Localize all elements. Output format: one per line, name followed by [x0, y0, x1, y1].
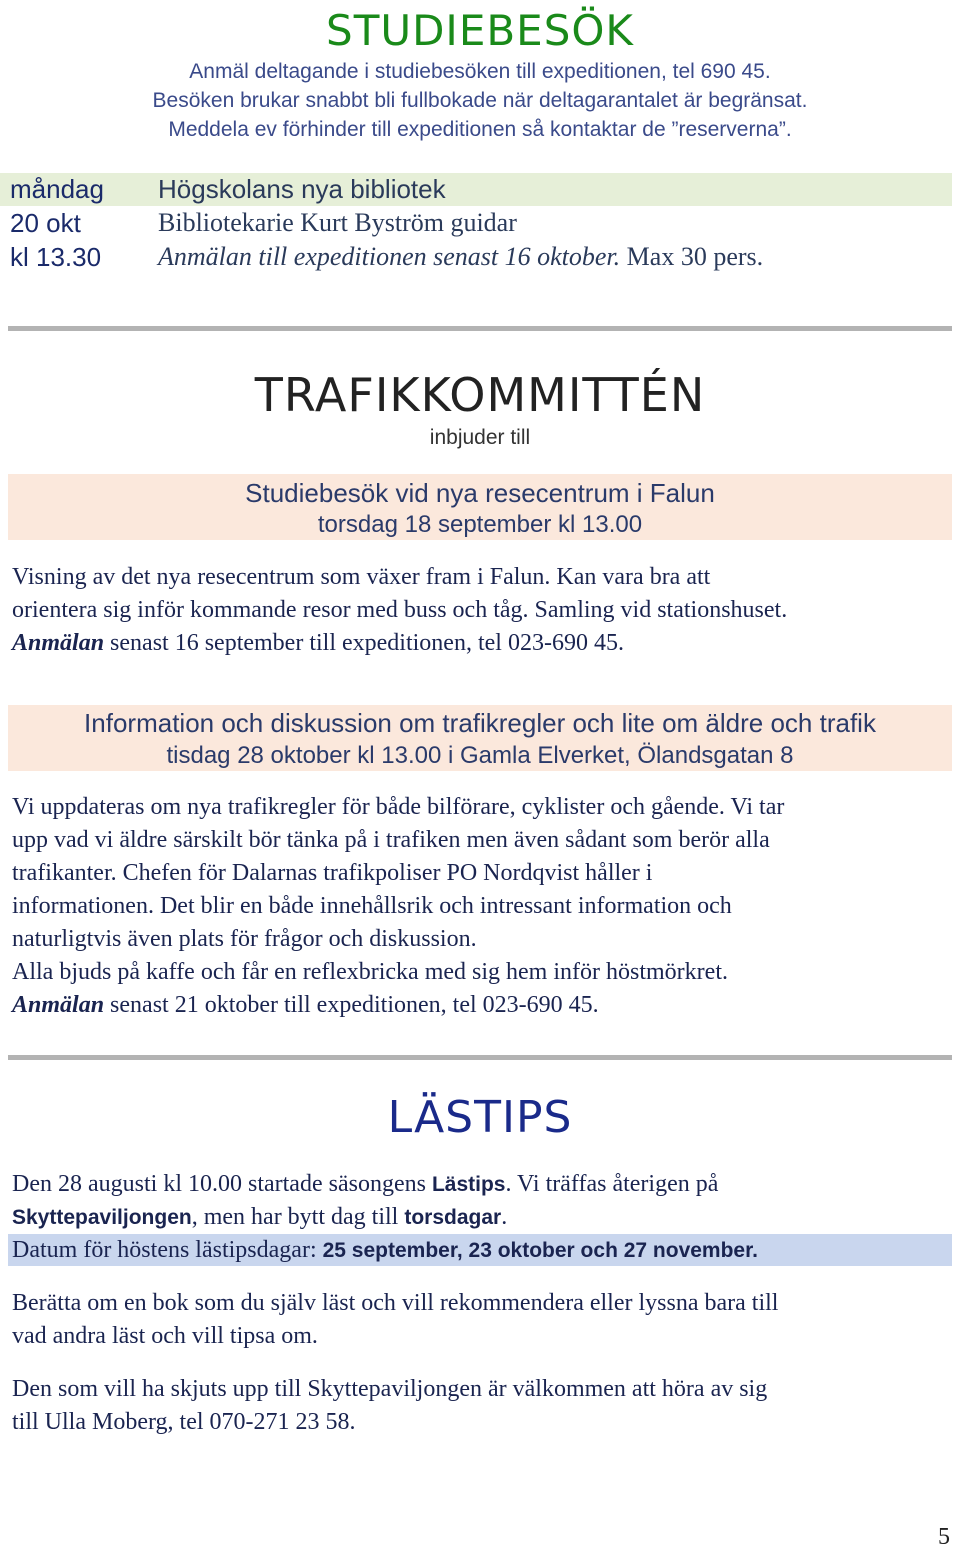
lastips-text-g: .	[501, 1204, 508, 1230]
event-day: måndag	[10, 174, 104, 204]
event2-line-2: upp vad vi äldre särskilt bör tänka på i trafiken men även sådant som berör alla	[12, 827, 770, 853]
page-number: 5	[938, 1524, 950, 1550]
event1-description	[12, 561, 942, 660]
event-time: kl 13.30	[10, 242, 102, 272]
event2-line-5: naturligtvis även plats för frågor och diskussion.	[12, 926, 477, 952]
event2-heading: Information och diskussion om trafikregler och lite om äldre och trafik	[84, 708, 876, 738]
section-divider-1	[8, 326, 952, 331]
lastips-name: Lästips	[431, 1173, 506, 1196]
event-place: Högskolans nya bibliotek	[158, 174, 446, 204]
lastips-p3-line-2: till Ulla Moberg, tel 070-271 23 58.	[12, 1409, 356, 1435]
event-row-guide	[0, 207, 952, 240]
lastips-intro	[12, 1168, 942, 1234]
event2-signup	[12, 989, 942, 1022]
event2-description	[12, 791, 942, 1022]
lastips-dates	[12, 1234, 942, 1267]
lastips-paragraph-2	[12, 1287, 942, 1353]
lastips-text-a: Den 28 augusti kl 10.00 startade säsongens	[12, 1171, 432, 1197]
intro-line-1: Anmäl deltagande i studiebesöken till expeditionen, tel 690 45.	[189, 60, 771, 83]
lastips-dates-label: Datum för höstens lästipsdagar:	[12, 1237, 323, 1263]
event1-signup-word: Anmälan	[12, 630, 105, 656]
lastips-intro-line-2	[12, 1201, 942, 1234]
intro-line-2: Besöken brukar snabbt bli fullbokade när deltagarantalet är begränsat.	[152, 89, 808, 112]
event2-line-4: informationen. Det blir en både innehållsrik och intressant information och	[12, 893, 732, 919]
event-row-signup	[0, 241, 952, 274]
event2-line-6: Alla bjuds på kaffe och får en reflexbricka med sig hem inför höstmörkret.	[12, 959, 728, 985]
lastips-dates-value: 25 september, 23 oktober och 27 november.	[322, 1239, 758, 1262]
section-subtitle-trafik: inbjuder till	[429, 426, 531, 449]
event-signup: Anmälan till expeditionen senast 16 oktober.	[158, 242, 621, 271]
lastips-day: torsdagar	[404, 1206, 502, 1229]
event-signup-text	[158, 242, 763, 272]
event2-signup-rest: senast 21 oktober till expeditionen, tel 023-690 45.	[110, 992, 599, 1018]
section-title-studiebesok: STUDIEBESÖK	[326, 6, 634, 55]
event-row-place	[0, 173, 952, 206]
event1-heading: Studiebesök vid nya resecentrum i Falun	[245, 478, 715, 508]
section-title-lastips: LÄSTIPS	[387, 1092, 573, 1143]
event-date: 20 okt	[10, 208, 81, 238]
event-max: Max 30 pers.	[626, 242, 764, 271]
lastips-p2-line-2: vad andra läst och vill tipsa om.	[12, 1323, 318, 1349]
event-guide: Bibliotekarie Kurt Byström guidar	[158, 208, 517, 237]
lastips-text-e: , men har bytt dag till	[191, 1204, 405, 1230]
section-title-trafik: TRAFIKKOMMITTÉN	[254, 368, 706, 422]
lastips-intro-line-1	[12, 1168, 942, 1201]
event2-when: tisdag 28 oktober kl 13.00 i Gamla Elverket, Ölandsgatan 8	[166, 742, 794, 769]
lastips-venue: Skyttepaviljongen	[12, 1206, 192, 1229]
event2-line-1: Vi uppdateras om nya trafikregler för både bilförare, cyklister och gående. Vi tar	[12, 794, 785, 820]
lastips-text-c: . Vi träffas återigen på	[505, 1171, 719, 1197]
event1-signup	[12, 627, 942, 660]
event1-line-2: orientera sig inför kommande resor med buss och tåg. Samling vid stationshuset.	[12, 597, 788, 623]
section-divider-2	[8, 1055, 952, 1060]
event1-when: torsdag 18 september kl 13.00	[317, 511, 643, 538]
event1-signup-rest: senast 16 september till expeditionen, tel 023-690 45.	[110, 630, 624, 656]
lastips-p3-line-1: Den som vill ha skjuts upp till Skyttepaviljongen är välkommen att höra av sig	[12, 1376, 768, 1402]
event2-line-3: trafikanter. Chefen för Dalarnas trafikpoliser PO Nordqvist håller i	[12, 860, 653, 886]
lastips-paragraph-3	[12, 1373, 942, 1439]
event2-signup-word: Anmälan	[12, 992, 105, 1018]
event1-line-1: Visning av det nya resecentrum som växer fram i Falun. Kan vara bra att	[12, 564, 711, 590]
intro-line-3: Meddela ev förhinder till expeditionen så kontaktar de ”reserverna”.	[168, 118, 792, 141]
lastips-p2-line-1: Berätta om en bok som du själv läst och vill rekommendera eller lyssna bara till	[12, 1290, 779, 1316]
